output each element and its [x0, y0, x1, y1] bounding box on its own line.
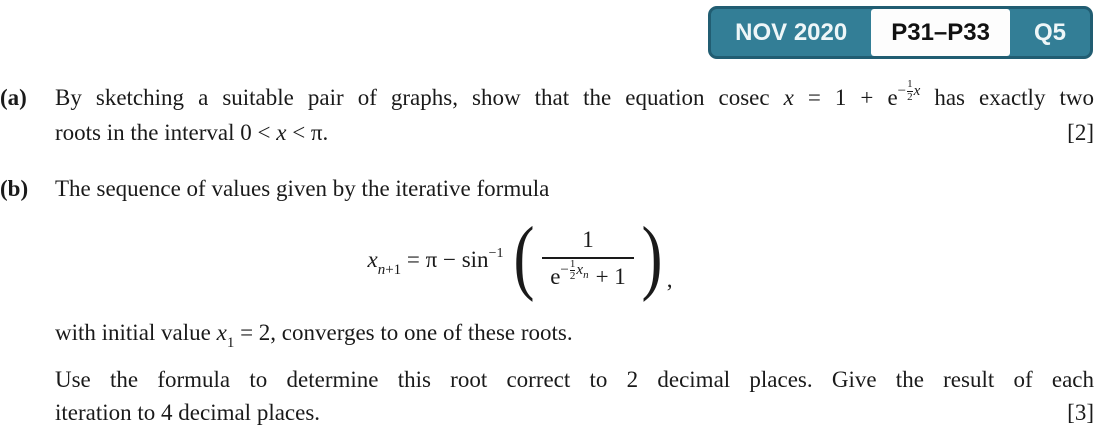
part-b-label: (b) [0, 176, 29, 201]
formula-comma: , [666, 267, 673, 292]
part-a-line1 [55, 80, 1094, 115]
part-a [0, 80, 1094, 150]
formula-equals-pi-minus-sin: = π − sin [401, 247, 489, 272]
exam-badge [708, 6, 1093, 59]
badge-question: Q5 [1033, 18, 1066, 46]
inverse-superscript: −1 [488, 246, 504, 261]
half-fraction: $\frac{1}{2}$ [907, 78, 913, 103]
closing-sentence: with initial value $x_1 = 2$, converges to one of these roots. [55, 320, 573, 351]
minus-sign: − [897, 83, 907, 99]
part-a-text-post: has exactly two [920, 85, 1094, 110]
part-a-line2-text: roots in the interval 0 < x < π. [55, 120, 329, 145]
minus-sign: − [560, 262, 569, 279]
part-a-text-mid: = 1 + e [793, 85, 898, 110]
badge-papers: P31–P33 [871, 9, 1010, 56]
iterative-formula [55, 209, 985, 311]
exp-var-x: x [913, 83, 921, 99]
fraction-numerator: 1 [582, 227, 594, 253]
part-b [0, 171, 1094, 206]
right-parenthesis: ) [641, 210, 663, 304]
final-line2-text: iteration to 4 decimal places. [55, 400, 321, 425]
badge-session: NOV 2020 [735, 18, 848, 46]
fraction-denominator [542, 257, 634, 293]
part-a-line2 [55, 115, 1094, 150]
final-paragraph [55, 363, 1094, 429]
part-a-label: (a) [0, 85, 27, 110]
exp-var-subscript-n: n [583, 269, 589, 282]
formula-var-subscript: n+1 [377, 262, 402, 278]
euler-e: e [550, 264, 561, 290]
math-var-x: x [783, 85, 794, 110]
part-b-intro: The sequence of values given by the iterative formula [55, 176, 550, 201]
exponent-minus-half-x [898, 79, 921, 103]
marks-part-a: [2] [1067, 120, 1094, 145]
left-parenthesis: ( [513, 210, 535, 304]
math-var-x: x [276, 120, 287, 145]
subscript-one: 1 [226, 335, 235, 351]
marks-part-b: [3] [1067, 400, 1094, 425]
exponent-minus-half-xn [560, 259, 588, 283]
half-fraction: $\frac{1}{2}$ [569, 257, 576, 283]
exp-var-x: x [576, 262, 584, 279]
formula-var-x: x [367, 247, 378, 272]
denominator-plus-one: + 1 [595, 264, 626, 290]
math-var-x: x [216, 320, 227, 345]
final-line1: Use the formula to determine this root correct to 2 decimal places. Give the result of each [55, 367, 1094, 392]
formula-lhs [367, 246, 509, 278]
part-a-text-pre: By sketching a suitable pair of graphs, show that the equation cosec [55, 85, 784, 110]
final-line2 [55, 396, 1094, 429]
formula-fraction [542, 227, 634, 293]
